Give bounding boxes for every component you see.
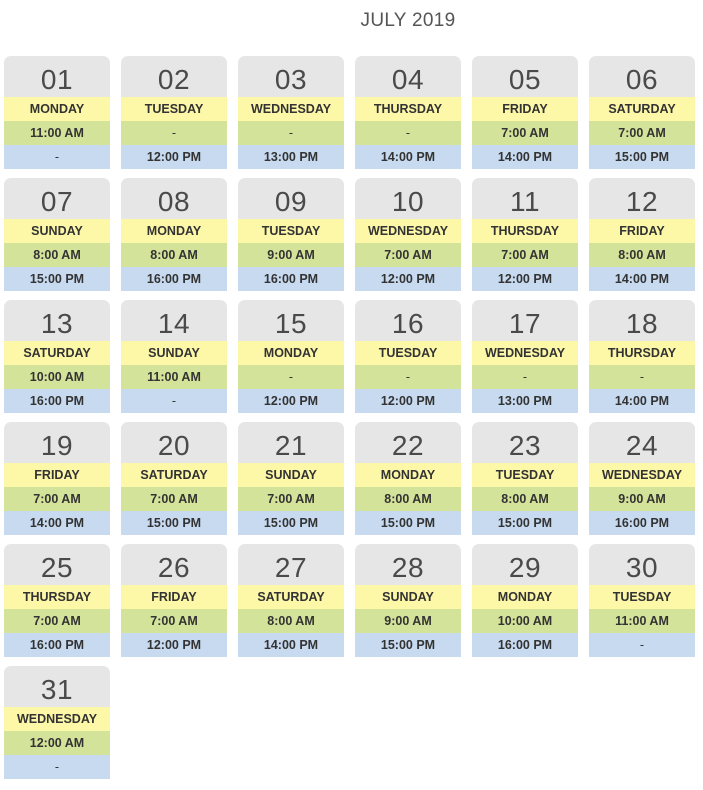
day-card [121, 178, 227, 291]
weekday-label: MONDAY [4, 97, 110, 121]
weekday-label: SUNDAY [121, 341, 227, 365]
weekday-label: MONDAY [121, 219, 227, 243]
weekday-label: WEDNESDAY [355, 219, 461, 243]
weekday-label: MONDAY [238, 341, 344, 365]
day-number: 02 [121, 56, 227, 97]
weekday-label: FRIDAY [121, 585, 227, 609]
open-time: 9:00 AM [238, 243, 344, 267]
open-time: 7:00 AM [472, 121, 578, 145]
day-card [4, 300, 110, 413]
close-time: 15:00 PM [589, 145, 695, 169]
weekday-label: FRIDAY [472, 97, 578, 121]
weekday-label: SATURDAY [589, 97, 695, 121]
day-card [589, 422, 695, 535]
close-time: 14:00 PM [589, 389, 695, 413]
month-title: JULY 2019 [360, 10, 456, 31]
close-time: 14:00 PM [4, 511, 110, 535]
weekday-label: SUNDAY [238, 463, 344, 487]
weekday-label: FRIDAY [4, 463, 110, 487]
day-card [589, 544, 695, 657]
close-time: 13:00 PM [238, 145, 344, 169]
weekday-label: WEDNESDAY [472, 341, 578, 365]
day-card [355, 178, 461, 291]
open-time: - [355, 121, 461, 145]
open-time: 7:00 AM [121, 609, 227, 633]
day-number: 04 [355, 56, 461, 97]
open-time: - [355, 365, 461, 389]
close-time: 16:00 PM [4, 389, 110, 413]
day-number: 30 [589, 544, 695, 585]
day-number: 19 [4, 422, 110, 463]
day-card [472, 56, 578, 169]
day-card [4, 544, 110, 657]
day-number: 20 [121, 422, 227, 463]
close-time: 16:00 PM [472, 633, 578, 657]
open-time: 7:00 AM [121, 487, 227, 511]
day-number: 07 [4, 178, 110, 219]
day-card [589, 178, 695, 291]
day-number: 12 [589, 178, 695, 219]
day-card [4, 178, 110, 291]
close-time: 12:00 PM [355, 389, 461, 413]
weekday-label: SUNDAY [355, 585, 461, 609]
weekday-label: WEDNESDAY [238, 97, 344, 121]
day-number: 09 [238, 178, 344, 219]
open-time: - [121, 121, 227, 145]
weekday-label: SUNDAY [4, 219, 110, 243]
day-card [355, 300, 461, 413]
day-card [589, 56, 695, 169]
day-number: 05 [472, 56, 578, 97]
open-time: 7:00 AM [472, 243, 578, 267]
day-card [355, 422, 461, 535]
weekday-label: TUESDAY [472, 463, 578, 487]
day-card [121, 300, 227, 413]
day-number: 06 [589, 56, 695, 97]
open-time: 11:00 AM [589, 609, 695, 633]
close-time: 15:00 PM [4, 267, 110, 291]
open-time: 7:00 AM [355, 243, 461, 267]
weekday-label: THURSDAY [589, 341, 695, 365]
day-card [355, 56, 461, 169]
day-number: 16 [355, 300, 461, 341]
weekday-label: TUESDAY [121, 97, 227, 121]
close-time: 14:00 PM [472, 145, 578, 169]
day-number: 15 [238, 300, 344, 341]
day-number: 10 [355, 178, 461, 219]
close-time: 16:00 PM [121, 267, 227, 291]
close-time: 15:00 PM [355, 511, 461, 535]
day-number: 01 [4, 56, 110, 97]
close-time: - [4, 755, 110, 779]
day-number: 17 [472, 300, 578, 341]
open-time: 11:00 AM [121, 365, 227, 389]
weekday-label: TUESDAY [589, 585, 695, 609]
day-number: 29 [472, 544, 578, 585]
close-time: - [121, 389, 227, 413]
close-time: 15:00 PM [238, 511, 344, 535]
day-number: 27 [238, 544, 344, 585]
close-time: 12:00 PM [121, 633, 227, 657]
day-number: 11 [472, 178, 578, 219]
weekday-label: TUESDAY [355, 341, 461, 365]
day-number: 24 [589, 422, 695, 463]
day-number: 25 [4, 544, 110, 585]
close-time: 13:00 PM [472, 389, 578, 413]
day-card [472, 178, 578, 291]
open-time: 9:00 AM [355, 609, 461, 633]
close-time: 16:00 PM [4, 633, 110, 657]
day-card [238, 544, 344, 657]
open-time: 10:00 AM [4, 365, 110, 389]
open-time: 8:00 AM [238, 609, 344, 633]
open-time: 12:00 AM [4, 731, 110, 755]
weekday-label: THURSDAY [472, 219, 578, 243]
open-time: - [238, 365, 344, 389]
day-card [121, 544, 227, 657]
open-time: 11:00 AM [4, 121, 110, 145]
open-time: - [589, 365, 695, 389]
day-number: 14 [121, 300, 227, 341]
close-time: 14:00 PM [355, 145, 461, 169]
weekday-label: THURSDAY [355, 97, 461, 121]
close-time: 12:00 PM [472, 267, 578, 291]
close-time: - [589, 633, 695, 657]
day-number: 03 [238, 56, 344, 97]
weekday-label: MONDAY [355, 463, 461, 487]
weekday-label: FRIDAY [589, 219, 695, 243]
weekday-label: WEDNESDAY [589, 463, 695, 487]
close-time: 15:00 PM [355, 633, 461, 657]
day-card [4, 56, 110, 169]
close-time: 15:00 PM [472, 511, 578, 535]
open-time: 9:00 AM [589, 487, 695, 511]
close-time: 14:00 PM [589, 267, 695, 291]
close-time: 16:00 PM [589, 511, 695, 535]
weekday-label: WEDNESDAY [4, 707, 110, 731]
day-card [589, 300, 695, 413]
day-card [238, 300, 344, 413]
open-time: 8:00 AM [589, 243, 695, 267]
open-time: 7:00 AM [589, 121, 695, 145]
close-time: 15:00 PM [121, 511, 227, 535]
open-time: 8:00 AM [355, 487, 461, 511]
open-time: 7:00 AM [238, 487, 344, 511]
day-card [4, 666, 110, 779]
day-card [121, 422, 227, 535]
close-time: 14:00 PM [238, 633, 344, 657]
day-card [238, 178, 344, 291]
weekday-label: SATURDAY [4, 341, 110, 365]
day-number: 21 [238, 422, 344, 463]
close-time: 12:00 PM [355, 267, 461, 291]
open-time: 10:00 AM [472, 609, 578, 633]
open-time: - [472, 365, 578, 389]
day-card [121, 56, 227, 169]
weekday-label: TUESDAY [238, 219, 344, 243]
day-number: 13 [4, 300, 110, 341]
day-number: 08 [121, 178, 227, 219]
day-card [472, 544, 578, 657]
day-card [472, 422, 578, 535]
weekday-label: MONDAY [472, 585, 578, 609]
day-number: 31 [4, 666, 110, 707]
day-card [4, 422, 110, 535]
day-card [472, 300, 578, 413]
day-card [355, 544, 461, 657]
close-time: 12:00 PM [121, 145, 227, 169]
open-time: 7:00 AM [4, 487, 110, 511]
open-time: 8:00 AM [472, 487, 578, 511]
open-time: 7:00 AM [4, 609, 110, 633]
day-number: 28 [355, 544, 461, 585]
day-card [238, 56, 344, 169]
close-time: 12:00 PM [238, 389, 344, 413]
open-time: 8:00 AM [121, 243, 227, 267]
close-time: 16:00 PM [238, 267, 344, 291]
day-number: 23 [472, 422, 578, 463]
day-number: 22 [355, 422, 461, 463]
weekday-label: SATURDAY [121, 463, 227, 487]
weekday-label: THURSDAY [4, 585, 110, 609]
open-time: - [238, 121, 344, 145]
day-number: 18 [589, 300, 695, 341]
weekday-label: SATURDAY [238, 585, 344, 609]
open-time: 8:00 AM [4, 243, 110, 267]
close-time: - [4, 145, 110, 169]
day-card [238, 422, 344, 535]
day-number: 26 [121, 544, 227, 585]
